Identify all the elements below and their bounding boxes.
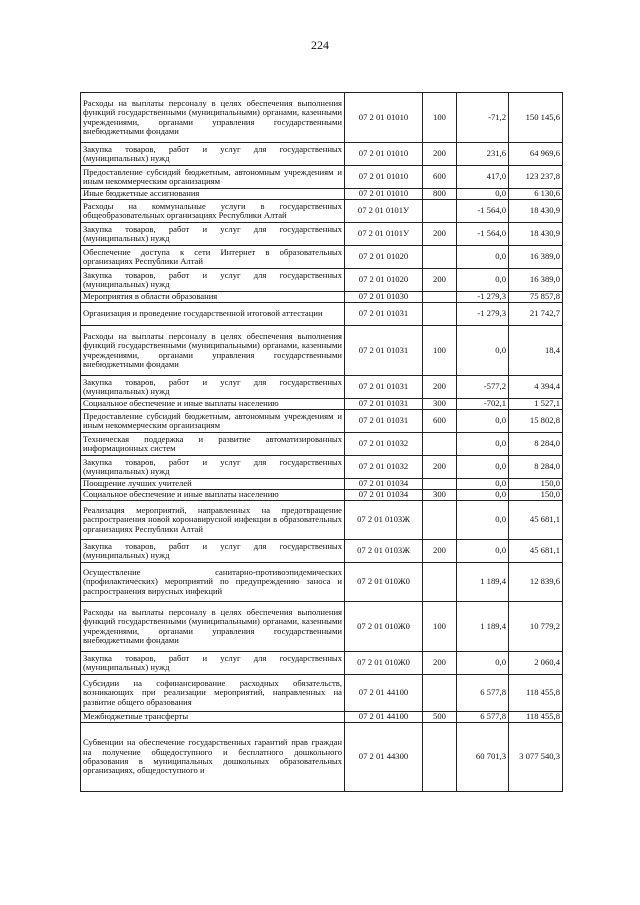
- table-row: [81, 433, 563, 456]
- row-code: 07 2 01 44100: [345, 712, 423, 723]
- table-row: [81, 200, 563, 223]
- row-change: -1 564,0: [457, 223, 509, 246]
- row-code: 07 2 01 01031: [345, 326, 423, 376]
- row-code: 07 2 01 01010: [345, 166, 423, 189]
- row-total: 150,0: [509, 490, 563, 501]
- row-expense-type: 200: [423, 652, 457, 675]
- row-name: Закупка товаров, работ и услуг для государственных (муниципальных) нужд: [81, 540, 345, 563]
- row-code: 07 2 01 010Ж0: [345, 563, 423, 602]
- row-code: 07 2 01 01010: [345, 189, 423, 200]
- table-row: [81, 223, 563, 246]
- table-row: [81, 399, 563, 410]
- row-expense-type: [423, 563, 457, 602]
- row-expense-type: [423, 433, 457, 456]
- row-change: 0,0: [457, 269, 509, 292]
- row-total: 75 857,8: [509, 292, 563, 303]
- row-total: 118 455,8: [509, 675, 563, 712]
- row-total: 18 430,9: [509, 223, 563, 246]
- row-name: Закупка товаров, работ и услуг для государственных (муниципальных) нужд: [81, 223, 345, 246]
- row-total: 18,4: [509, 326, 563, 376]
- row-total: 6 130,6: [509, 189, 563, 200]
- row-name: Закупка товаров, работ и услуг для государственных (муниципальных) нужд: [81, 652, 345, 675]
- table-row: [81, 563, 563, 602]
- row-total: 45 681,1: [509, 501, 563, 540]
- row-expense-type: 200: [423, 269, 457, 292]
- row-change: 0,0: [457, 456, 509, 479]
- row-name: Реализация мероприятий, направленных на предотвращение распространения новой коронавирусной инфекции в образовательных организациях Республики Алтай: [81, 501, 345, 540]
- row-change: -1 279,3: [457, 292, 509, 303]
- row-expense-type: 500: [423, 712, 457, 723]
- row-code: 07 2 01 01032: [345, 456, 423, 479]
- row-name: Субсидии на софинансирование расходных обязательств, возникающих при реализации мероприятий, направленных на развитие общего образования: [81, 675, 345, 712]
- row-change: 0,0: [457, 490, 509, 501]
- table-row: [81, 675, 563, 712]
- row-total: 16 389,0: [509, 246, 563, 269]
- row-expense-type: 200: [423, 456, 457, 479]
- row-total: 118 455,8: [509, 712, 563, 723]
- row-code: 07 2 01 0101У: [345, 200, 423, 223]
- table-row: [81, 292, 563, 303]
- row-expense-type: 200: [423, 223, 457, 246]
- row-expense-type: 100: [423, 602, 457, 652]
- row-code: 07 2 01 01010: [345, 143, 423, 166]
- row-expense-type: 200: [423, 540, 457, 563]
- row-expense-type: [423, 675, 457, 712]
- table-row: [81, 303, 563, 326]
- budget-table-body: [81, 93, 563, 792]
- row-expense-type: 300: [423, 490, 457, 501]
- row-change: -577,2: [457, 376, 509, 399]
- row-expense-type: 100: [423, 326, 457, 376]
- row-expense-type: 300: [423, 399, 457, 410]
- row-change: 0,0: [457, 189, 509, 200]
- row-name: Закупка товаров, работ и услуг для государственных (муниципальных) нужд: [81, 456, 345, 479]
- row-total: 150,0: [509, 479, 563, 490]
- row-name: Поощрение лучших учителей: [81, 479, 345, 490]
- row-change: -1 564,0: [457, 200, 509, 223]
- row-expense-type: [423, 303, 457, 326]
- row-change: 0,0: [457, 540, 509, 563]
- row-name: Социальное обеспечение и иные выплаты населению: [81, 490, 345, 501]
- row-name: Мероприятия в области образования: [81, 292, 345, 303]
- table-row: [81, 723, 563, 792]
- row-name: Расходы на выплаты персоналу в целях обеспечения выполнения функций государственными (муниципальными) органами, казенными учреждениями, органами управления государственными внебюджетными фондами: [81, 93, 345, 143]
- row-code: 07 2 01 44300: [345, 723, 423, 792]
- table-row: [81, 652, 563, 675]
- row-code: 07 2 01 01030: [345, 292, 423, 303]
- row-expense-type: 200: [423, 143, 457, 166]
- row-expense-type: [423, 200, 457, 223]
- row-total: 4 394,4: [509, 376, 563, 399]
- row-change: 0,0: [457, 433, 509, 456]
- row-name: Социальное обеспечение и иные выплаты населению: [81, 399, 345, 410]
- table-row: [81, 326, 563, 376]
- row-total: 3 077 540,3: [509, 723, 563, 792]
- row-total: 150 145,6: [509, 93, 563, 143]
- table-row: [81, 540, 563, 563]
- table-row: [81, 189, 563, 200]
- row-code: 07 2 01 010Ж0: [345, 602, 423, 652]
- row-code: 07 2 01 01034: [345, 490, 423, 501]
- row-name: Техническая поддержка и развитие автоматизированных информационных систем: [81, 433, 345, 456]
- row-change: 0,0: [457, 246, 509, 269]
- row-change: 0,0: [457, 326, 509, 376]
- row-total: 45 681,1: [509, 540, 563, 563]
- table-row: [81, 246, 563, 269]
- row-code: 07 2 01 0103Ж: [345, 540, 423, 563]
- row-name: Обеспечение доступа к сети Интернет в образовательных организациях Республики Алтай: [81, 246, 345, 269]
- row-total: 8 284,0: [509, 433, 563, 456]
- table-row: [81, 479, 563, 490]
- row-total: 21 742,7: [509, 303, 563, 326]
- row-change: 0,0: [457, 479, 509, 490]
- row-total: 1 527,1: [509, 399, 563, 410]
- row-change: -71,2: [457, 93, 509, 143]
- row-name: Предоставление субсидий бюджетным, автономным учреждениям и иным некоммерческим организациям: [81, 410, 345, 433]
- row-total: 8 284,0: [509, 456, 563, 479]
- row-code: 07 2 01 01031: [345, 410, 423, 433]
- row-change: 231,6: [457, 143, 509, 166]
- row-expense-type: [423, 723, 457, 792]
- row-name: Закупка товаров, работ и услуг для государственных (муниципальных) нужд: [81, 376, 345, 399]
- row-change: 1 189,4: [457, 563, 509, 602]
- row-name: Иные бюджетные ассигнования: [81, 189, 345, 200]
- row-name: Предоставление субсидий бюджетным, автономным учреждениям и иным некоммерческим организациям: [81, 166, 345, 189]
- row-name: Закупка товаров, работ и услуг для государственных (муниципальных) нужд: [81, 269, 345, 292]
- table-row: [81, 712, 563, 723]
- table-row: [81, 501, 563, 540]
- row-code: 07 2 01 01031: [345, 303, 423, 326]
- row-expense-type: 600: [423, 166, 457, 189]
- row-total: 2 060,4: [509, 652, 563, 675]
- table-row: [81, 376, 563, 399]
- row-change: 6 577,8: [457, 675, 509, 712]
- budget-table: [80, 92, 563, 792]
- row-code: 07 2 01 44100: [345, 675, 423, 712]
- row-expense-type: 600: [423, 410, 457, 433]
- row-change: 6 577,8: [457, 712, 509, 723]
- row-total: 16 389,0: [509, 269, 563, 292]
- row-expense-type: [423, 479, 457, 490]
- table-row: [81, 410, 563, 433]
- row-total: 123 237,8: [509, 166, 563, 189]
- row-expense-type: [423, 501, 457, 540]
- row-change: 417,0: [457, 166, 509, 189]
- table-row: [81, 456, 563, 479]
- row-total: 12 839,6: [509, 563, 563, 602]
- row-code: 07 2 01 0101У: [345, 223, 423, 246]
- row-expense-type: 800: [423, 189, 457, 200]
- table-row: [81, 490, 563, 501]
- row-total: 18 430,9: [509, 200, 563, 223]
- row-code: 07 2 01 01020: [345, 246, 423, 269]
- row-expense-type: 100: [423, 93, 457, 143]
- row-name: Межбюджетные трансферты: [81, 712, 345, 723]
- table-row: [81, 93, 563, 143]
- row-change: -702,1: [457, 399, 509, 410]
- row-name: Расходы на выплаты персоналу в целях обеспечения выполнения функций государственными (муниципальными) органами, казенными учреждениями, органами управления государственными внебюджетными фондами: [81, 602, 345, 652]
- row-name: Субвенции на обеспечение государственных гарантий прав граждан на получение общедоступного и бесплатного дошкольного образования в муниципальных дошкольных образовательных организациях, общедоступного и: [81, 723, 345, 792]
- row-name: Расходы на коммунальные услуги в государственных общеобразовательных организациях Республики Алтай: [81, 200, 345, 223]
- row-change: 60 701,3: [457, 723, 509, 792]
- row-name: Расходы на выплаты персоналу в целях обеспечения выполнения функций государственными (муниципальными) органами, казенными учреждениями, органами управления государственными внебюджетными фондами: [81, 326, 345, 376]
- row-code: 07 2 01 0103Ж: [345, 501, 423, 540]
- page-number: 224: [311, 38, 329, 52]
- row-code: 07 2 01 010Ж0: [345, 652, 423, 675]
- row-change: 1 189,4: [457, 602, 509, 652]
- row-change: 0,0: [457, 652, 509, 675]
- row-change: 0,0: [457, 501, 509, 540]
- row-total: 10 779,2: [509, 602, 563, 652]
- row-code: 07 2 01 01032: [345, 433, 423, 456]
- row-code: 07 2 01 01031: [345, 399, 423, 410]
- row-total: 64 969,6: [509, 143, 563, 166]
- row-total: 15 802,8: [509, 410, 563, 433]
- row-name: Организация и проведение государственной итоговой аттестации: [81, 303, 345, 326]
- table-row: [81, 166, 563, 189]
- table-row: [81, 269, 563, 292]
- row-name: Закупка товаров, работ и услуг для государственных (муниципальных) нужд: [81, 143, 345, 166]
- row-code: 07 2 01 01034: [345, 479, 423, 490]
- row-change: 0,0: [457, 410, 509, 433]
- row-code: 07 2 01 01010: [345, 93, 423, 143]
- row-expense-type: 200: [423, 376, 457, 399]
- row-code: 07 2 01 01020: [345, 269, 423, 292]
- table-row: [81, 602, 563, 652]
- row-code: 07 2 01 01031: [345, 376, 423, 399]
- row-change: -1 279,3: [457, 303, 509, 326]
- row-name: Осуществление санитарно-противоэпидемических (профилактических) мероприятий по предупреждению заноса и распространения вирусных инфекций: [81, 563, 345, 602]
- row-expense-type: [423, 246, 457, 269]
- row-expense-type: [423, 292, 457, 303]
- table-row: [81, 143, 563, 166]
